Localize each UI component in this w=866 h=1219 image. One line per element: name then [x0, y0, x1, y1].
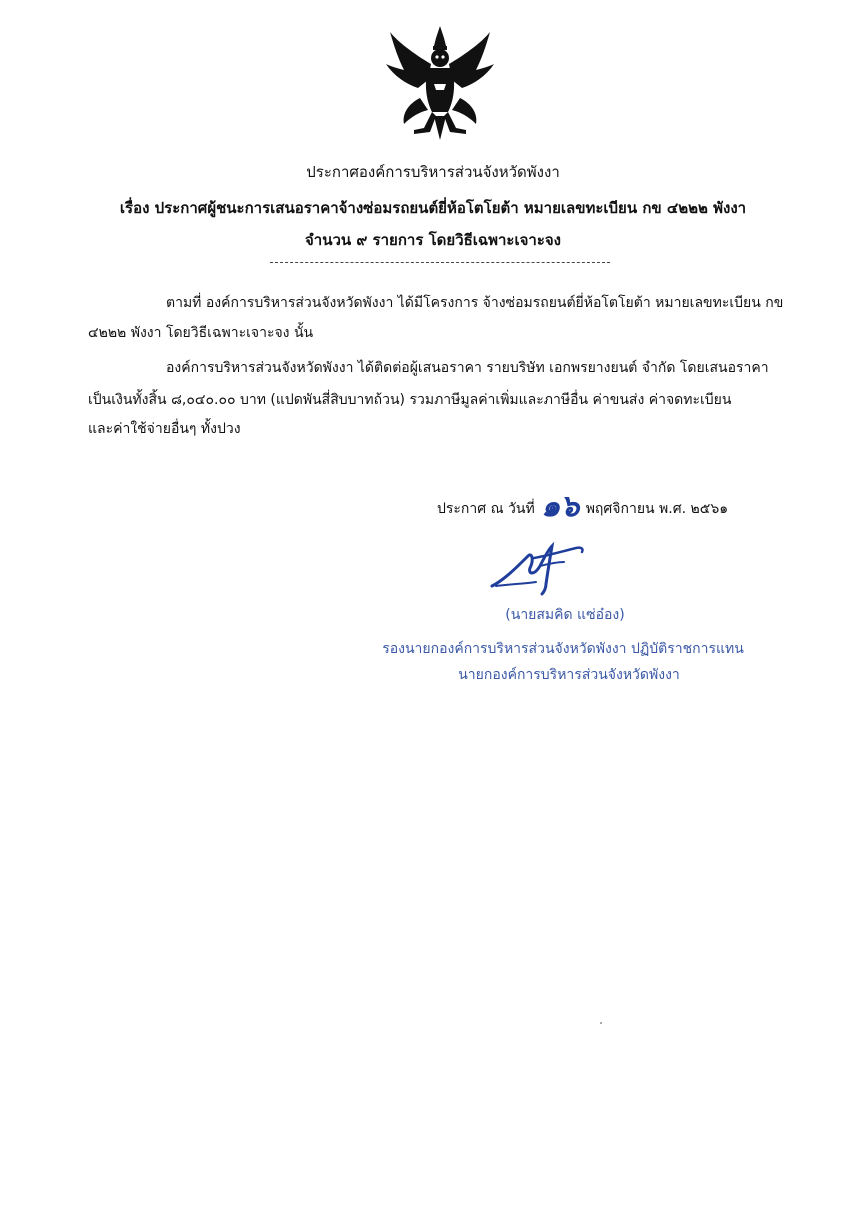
paragraph-2-line-1: องค์การบริหารส่วนจังหวัดพังงา ได้ติดต่อผู้เสนอราคา รายบริษัท เอกพรยางยนต์ จำกัด โดยเสนอราคา [166, 360, 769, 376]
announcement-title: ประกาศองค์การบริหารส่วนจังหวัดพังงา [306, 163, 560, 181]
paragraph-2-line-2: เป็นเงินทั้งสิ้น ๘,๐๔๐.๐๐ บาท (แปดพันสี่สิบบาทถ้วน) รวมภาษีมูลค่าเพิ่มและภาษีอื่น ค่าขนส่ง ค่าจดทะเบียน [88, 392, 732, 408]
paragraph-2-line-3: และค่าใช้จ่ายอื่นๆ ทั้งปวง [88, 421, 241, 437]
date-day-handwritten: ๑๖ [541, 489, 580, 524]
signatory-position-line-1: รองนายกองค์การบริหารส่วนจังหวัดพังงา ปฏิบัติราชการแทน [382, 641, 744, 657]
paragraph-1-line-2: ๔๒๒๒ พังงา โดยวิธีเฉพาะเจาะจง นั้น [88, 325, 314, 341]
announcement-date [437, 480, 728, 527]
divider [270, 262, 610, 263]
scan-speck [600, 1022, 602, 1024]
paragraph-1-line-1: ตามที่ องค์การบริหารส่วนจังหวัดพังงา ได้มีโครงการ จ้างซ่อมรถยนต์ยี่ห้อโตโยต้า หมายเลขทะเบียน กข [166, 295, 784, 311]
handwritten-signature [490, 538, 590, 596]
signatory-name: (นายสมคิด แซ่อ๋อง) [505, 607, 625, 623]
date-prefix: ประกาศ ณ วันที่ [437, 501, 535, 517]
date-suffix: พฤศจิกายน พ.ศ. ๒๕๖๑ [585, 501, 729, 517]
garuda-emblem-icon [384, 24, 496, 142]
announcement-count: จำนวน ๙ รายการ โดยวิธีเฉพาะเจาะจง [304, 231, 561, 249]
signatory-position-line-2: นายกองค์การบริหารส่วนจังหวัดพังงา [458, 667, 680, 683]
announcement-subject: เรื่อง ประกาศผู้ชนะการเสนอราคาจ้างซ่อมรถยนต์ยี่ห้อโตโยต้า หมายเลขทะเบียน กข ๔๒๒๒ พังงา [119, 199, 747, 217]
